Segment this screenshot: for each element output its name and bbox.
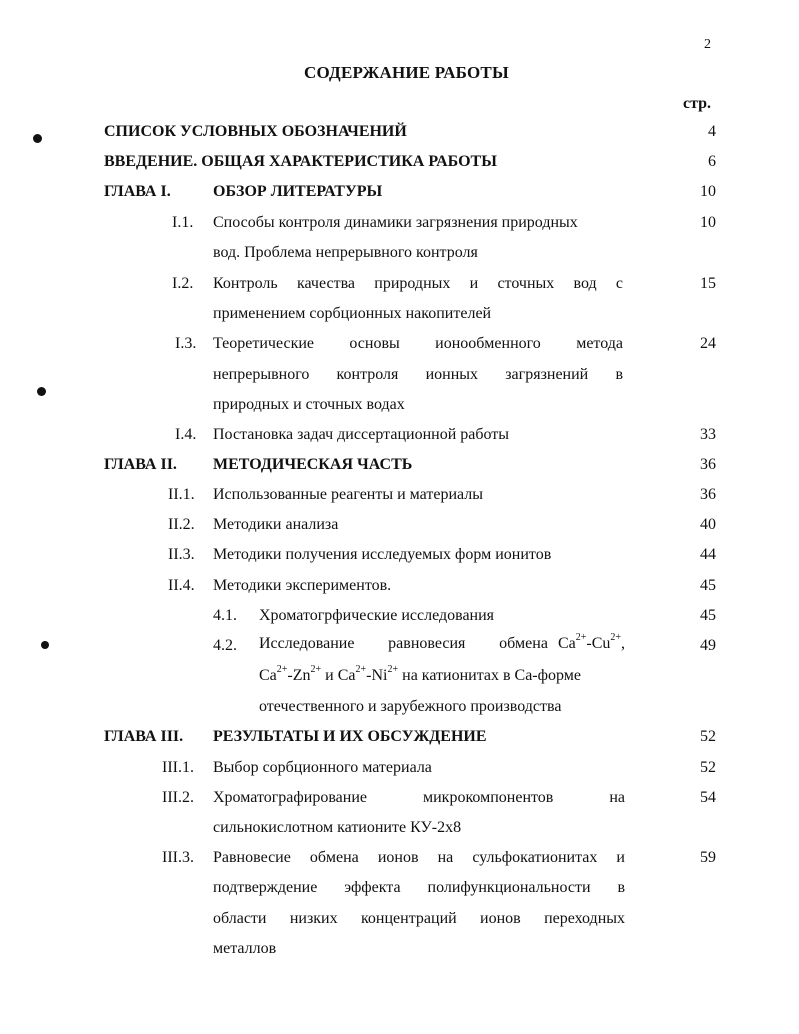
section-number: III.2. bbox=[162, 789, 194, 806]
section-title-line: Теоретические основы ионообменного метода bbox=[213, 335, 623, 352]
section-title-line: Выбор сорбционного материала bbox=[213, 759, 432, 776]
section-title-line: Методики экспериментов. bbox=[213, 577, 392, 594]
section-title-line: Использованные реагенты и материалы bbox=[213, 486, 483, 503]
section-number: I.4. bbox=[175, 426, 197, 443]
toc-page-number: 10 bbox=[700, 214, 716, 231]
section-number: III.3. bbox=[162, 849, 194, 866]
toc-page-number: 15 bbox=[700, 275, 716, 292]
toc-page-number: 36 bbox=[700, 486, 716, 503]
punch-hole-mark bbox=[37, 387, 46, 396]
ion-pair-formula: $Ca^{2+}-Ni^{2+}$ bbox=[337, 663, 399, 684]
section-number: II.1. bbox=[168, 486, 195, 503]
toc-page-number: 52 bbox=[700, 759, 716, 776]
chapter-title: МЕТОДИЧЕСКАЯ ЧАСТЬ bbox=[213, 456, 413, 473]
toc-page-number: 40 bbox=[700, 516, 716, 533]
page-column-header: стр. bbox=[683, 95, 712, 112]
section-title-line: Контроль качества природных и сточных вод с bbox=[213, 275, 623, 292]
subsection-title-line: отечественного и зарубежного производства bbox=[259, 698, 562, 715]
section-number: II.4. bbox=[168, 577, 195, 594]
section-title-line: Способы контроля динамики загрязнения природных bbox=[213, 214, 578, 231]
section-number: I.3. bbox=[175, 335, 197, 352]
section-number: II.3. bbox=[168, 546, 195, 563]
section-number: II.2. bbox=[168, 516, 195, 533]
section-title-line: непрерывного контроля ионных загрязнений в bbox=[213, 366, 623, 383]
section-title-line: металлов bbox=[213, 940, 277, 957]
section-title-line: природных и сточных водах bbox=[213, 396, 405, 413]
toc-page-number: 45 bbox=[700, 607, 716, 624]
toc-page-number: 45 bbox=[700, 577, 716, 594]
section-number: III.1. bbox=[162, 759, 194, 776]
subsection-number: 4.2. bbox=[213, 637, 237, 654]
chapter-title: ОБЗОР ЛИТЕРАТУРЫ bbox=[213, 183, 383, 200]
toc-page-number: 6 bbox=[708, 153, 716, 170]
toc-page-number: 4 bbox=[708, 123, 716, 140]
ion-pair-formula: $Ca^{2+}-Zn^{2+}$ bbox=[259, 663, 322, 684]
toc-page-number: 52 bbox=[700, 728, 716, 745]
subsection-title: Хроматогрфические исследования bbox=[259, 607, 495, 624]
subsection-text: на катионитах в Са-форме bbox=[402, 667, 581, 684]
section-title-line: Равновесие обмена ионов на сульфокатионитах и bbox=[213, 849, 625, 866]
section-title-line: области низких концентраций ионов переходных bbox=[213, 910, 625, 927]
toc-page-number: 54 bbox=[700, 789, 716, 806]
conjunction: и bbox=[325, 667, 334, 684]
section-title-line: Хроматографирование микрокомпонентов на bbox=[213, 789, 625, 806]
section-number: I.2. bbox=[172, 275, 194, 292]
page-number: 2 bbox=[704, 37, 711, 52]
subsection-text: Исследование равновесия обмена bbox=[259, 635, 548, 652]
section-title-line: Методики анализа bbox=[213, 516, 339, 533]
toc-page-number: 36 bbox=[700, 456, 716, 473]
section-title-line: Постановка задач диссертационной работы bbox=[213, 426, 510, 443]
chapter-number: ГЛАВА III. bbox=[104, 728, 184, 745]
toc-page-number: 49 bbox=[700, 637, 716, 654]
section-number: I.1. bbox=[172, 214, 194, 231]
chapter-title: РЕЗУЛЬТАТЫ И ИХ ОБСУЖДЕНИЕ bbox=[213, 728, 487, 745]
subsection-number: 4.1. bbox=[213, 607, 237, 624]
ion-pair-formula: $Ca^{2+}-Cu^{2+}$, bbox=[557, 631, 625, 652]
section-title-line: сильнокислотном катионите КУ-2х8 bbox=[213, 819, 462, 836]
subsection-title-line bbox=[259, 663, 581, 684]
section-title-line: Методики получения исследуемых форм ионитов bbox=[213, 546, 552, 563]
punch-hole-mark bbox=[33, 134, 42, 143]
section-title-line: подтверждение эффекта полифункциональности в bbox=[213, 879, 625, 896]
toc-page-number: 24 bbox=[700, 335, 716, 352]
toc-page-number: 33 bbox=[700, 426, 716, 443]
toc-page-number: 59 bbox=[700, 849, 716, 866]
toc-page-number: 44 bbox=[700, 546, 716, 563]
section-title-line: применением сорбционных накопителей bbox=[213, 305, 492, 322]
page-title: СОДЕРЖАНИЕ РАБОТЫ bbox=[304, 63, 509, 82]
toc-entry-introduction: ВВЕДЕНИЕ. ОБЩАЯ ХАРАКТЕРИСТИКА РАБОТЫ bbox=[104, 153, 497, 170]
toc-page-number: 10 bbox=[700, 183, 716, 200]
section-title-line: вод. Проблема непрерывного контроля bbox=[213, 244, 478, 261]
chapter-number: ГЛАВА I. bbox=[104, 183, 171, 200]
punch-hole-mark bbox=[41, 641, 49, 649]
chapter-number: ГЛАВА II. bbox=[104, 456, 177, 473]
subsection-title-line bbox=[259, 631, 625, 652]
toc-entry-abbreviations: СПИСОК УСЛОВНЫХ ОБОЗНАЧЕНИЙ bbox=[104, 123, 407, 140]
